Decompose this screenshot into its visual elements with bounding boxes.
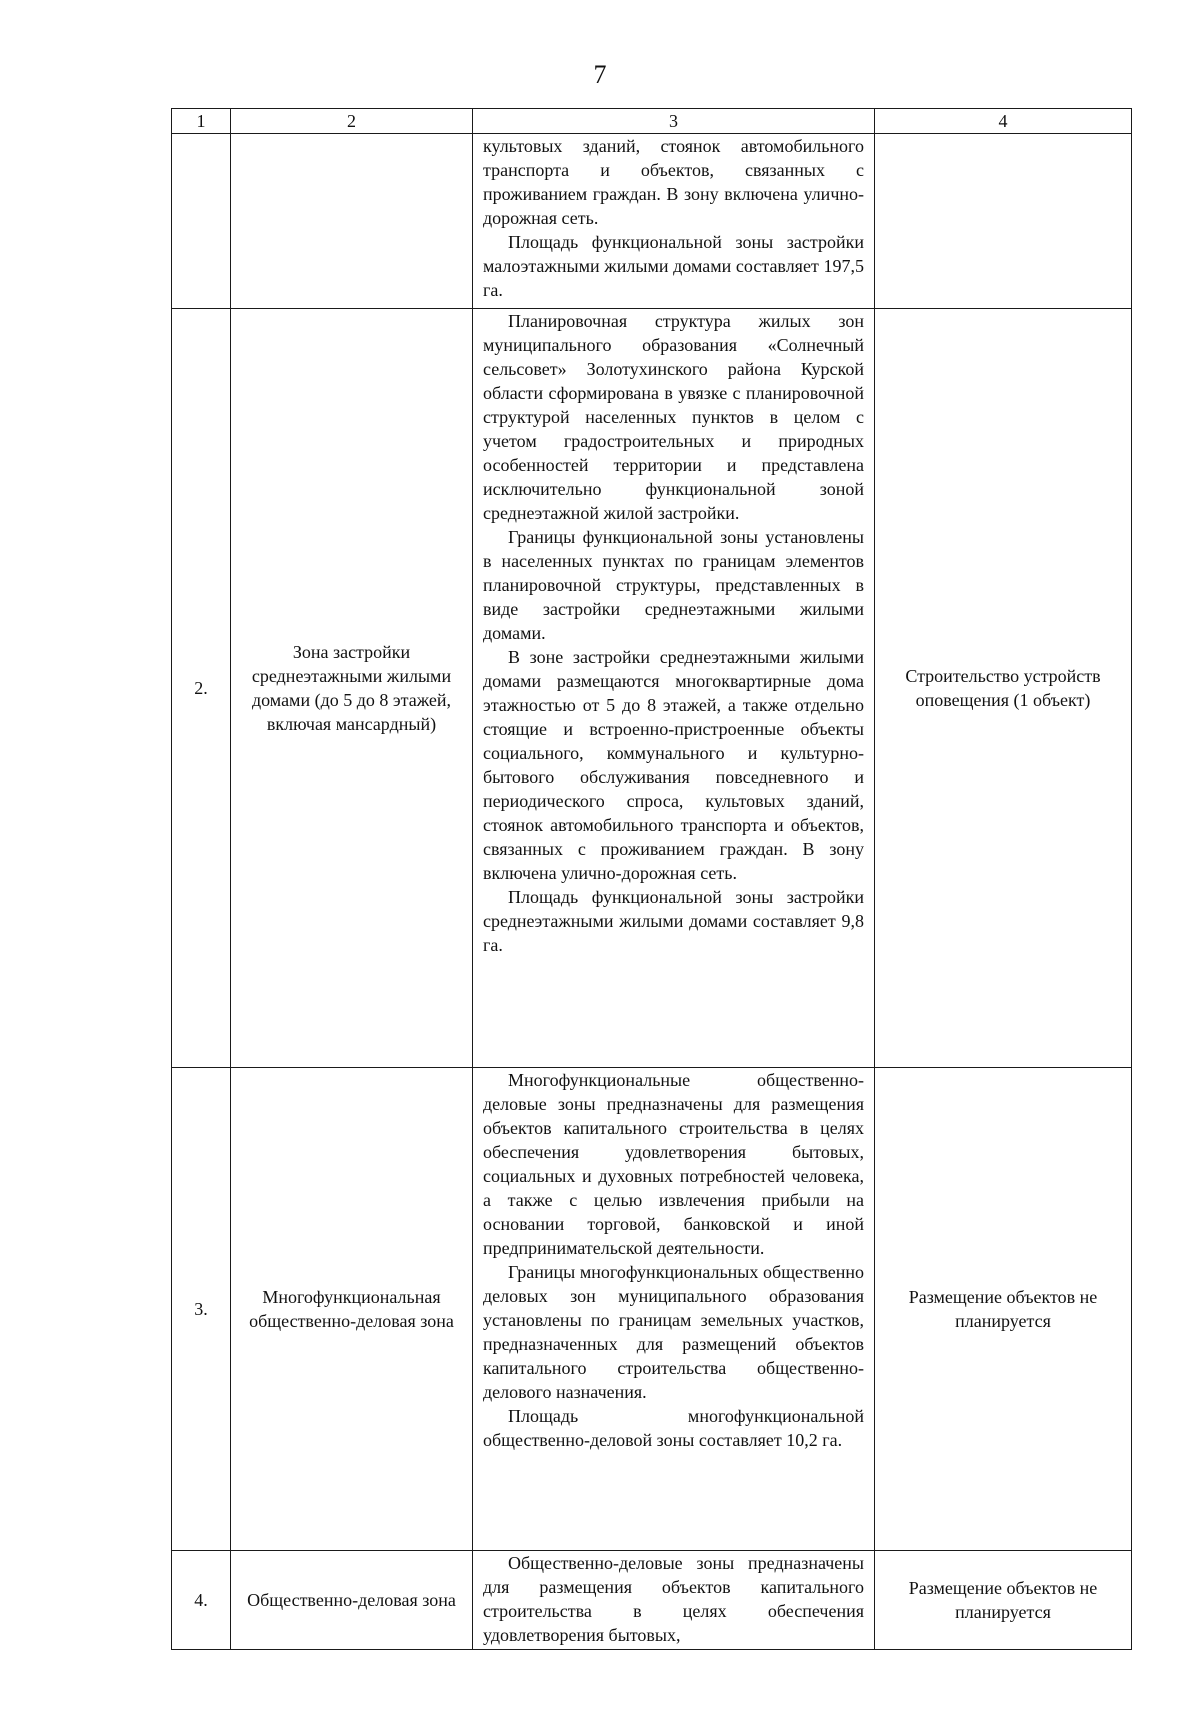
row-number: 2. — [172, 309, 231, 1068]
zone-name: Зона застройки среднеэтажными жилыми домами (до 5 до 8 этажей, включая мансардный) — [231, 309, 473, 1068]
description-paragraph: Границы функциональной зоны установлены в населенных пунктах по границам элементов планировочной структуры, представленных в виде застройки среднеэтажными жилыми домами. — [483, 527, 864, 643]
zone-description — [473, 134, 875, 309]
description-paragraph: Планировочная структура жилых зон муниципального образования «Солнечный сельсовет» Золотухинского района Курской области сформирована в увязке с планировочной структурой населенных пунктов в целом с учетом градостроительных и природных особенностей территории и представлена исключительно функциональной зоной среднеэтажной жилой застройки. — [483, 311, 864, 523]
column-header-1: 1 — [172, 109, 231, 134]
zones-table — [171, 108, 1132, 1650]
planned-measures: Размещение объектов не планируется — [875, 1068, 1132, 1551]
zone-description — [473, 309, 875, 1068]
zone-name — [231, 134, 473, 309]
planned-measures: Размещение объектов не планируется — [875, 1551, 1132, 1650]
description-paragraph: Площадь функциональной зоны застройки среднеэтажными жилыми домами составляет 9,8 га. — [483, 887, 864, 955]
description-paragraph: Общественно-деловые зоны предназначены для размещения объектов капитального строительства в целях обеспечения удовлетворения бытовых, — [483, 1553, 864, 1645]
table-row — [172, 134, 1132, 309]
description-paragraph: Многофункциональные общественно-деловые зоны предназначены для размещения объектов капитального строительства в целях обеспечения удовлетворения бытовых, социальных и духовных потребностей человека, а также с целью извлечения прибыли на основании торговой, банковской и иной предпринимательской деятельности. — [483, 1070, 864, 1258]
row-number: 3. — [172, 1068, 231, 1551]
description-paragraph: культовых зданий, стоянок автомобильного транспорта и объектов, связанных с проживанием граждан. В зону включена улично-дорожная сеть. — [483, 136, 864, 228]
table-header-row — [172, 109, 1132, 134]
description-paragraph: Площадь функциональной зоны застройки малоэтажными жилыми домами составляет 197,5 га. — [483, 232, 864, 300]
column-header-2: 2 — [231, 109, 473, 134]
table-row — [172, 1068, 1132, 1551]
planned-measures — [875, 134, 1132, 309]
description-paragraph: Площадь многофункциональной общественно-деловой зоны составляет 10,2 га. — [483, 1406, 864, 1450]
row-number — [172, 134, 231, 309]
description-paragraph: В зоне застройки среднеэтажными жилыми домами размещаются многоквартирные дома этажностью от 5 до 8 этажей, а также отдельно стоящие и встроенно-пристроенные объекты социального, коммунального и культурно-бытового обслуживания повседневного и периодического спроса, культовых зданий, стоянок автомобильного транспорта и объектов, связанных с проживанием граждан. В зону включена улично-дорожная сеть. — [483, 647, 864, 883]
table-row — [172, 1551, 1132, 1650]
planned-measures: Строительство устройств оповещения (1 объект) — [875, 309, 1132, 1068]
column-header-4: 4 — [875, 109, 1132, 134]
zone-description — [473, 1068, 875, 1551]
column-header-3: 3 — [473, 109, 875, 134]
table-row — [172, 309, 1132, 1068]
description-paragraph: Границы многофункциональных общественно деловых зон муниципального образования установлены по границам земельных участков, предназначенных для размещений объектов капитального строительства общественно-делового назначения. — [483, 1262, 864, 1402]
zone-description — [473, 1551, 875, 1650]
page-number: 7 — [593, 60, 607, 89]
row-number: 4. — [172, 1551, 231, 1650]
zone-name: Многофункциональная общественно-деловая зона — [231, 1068, 473, 1551]
zone-name: Общественно-деловая зона — [231, 1551, 473, 1650]
